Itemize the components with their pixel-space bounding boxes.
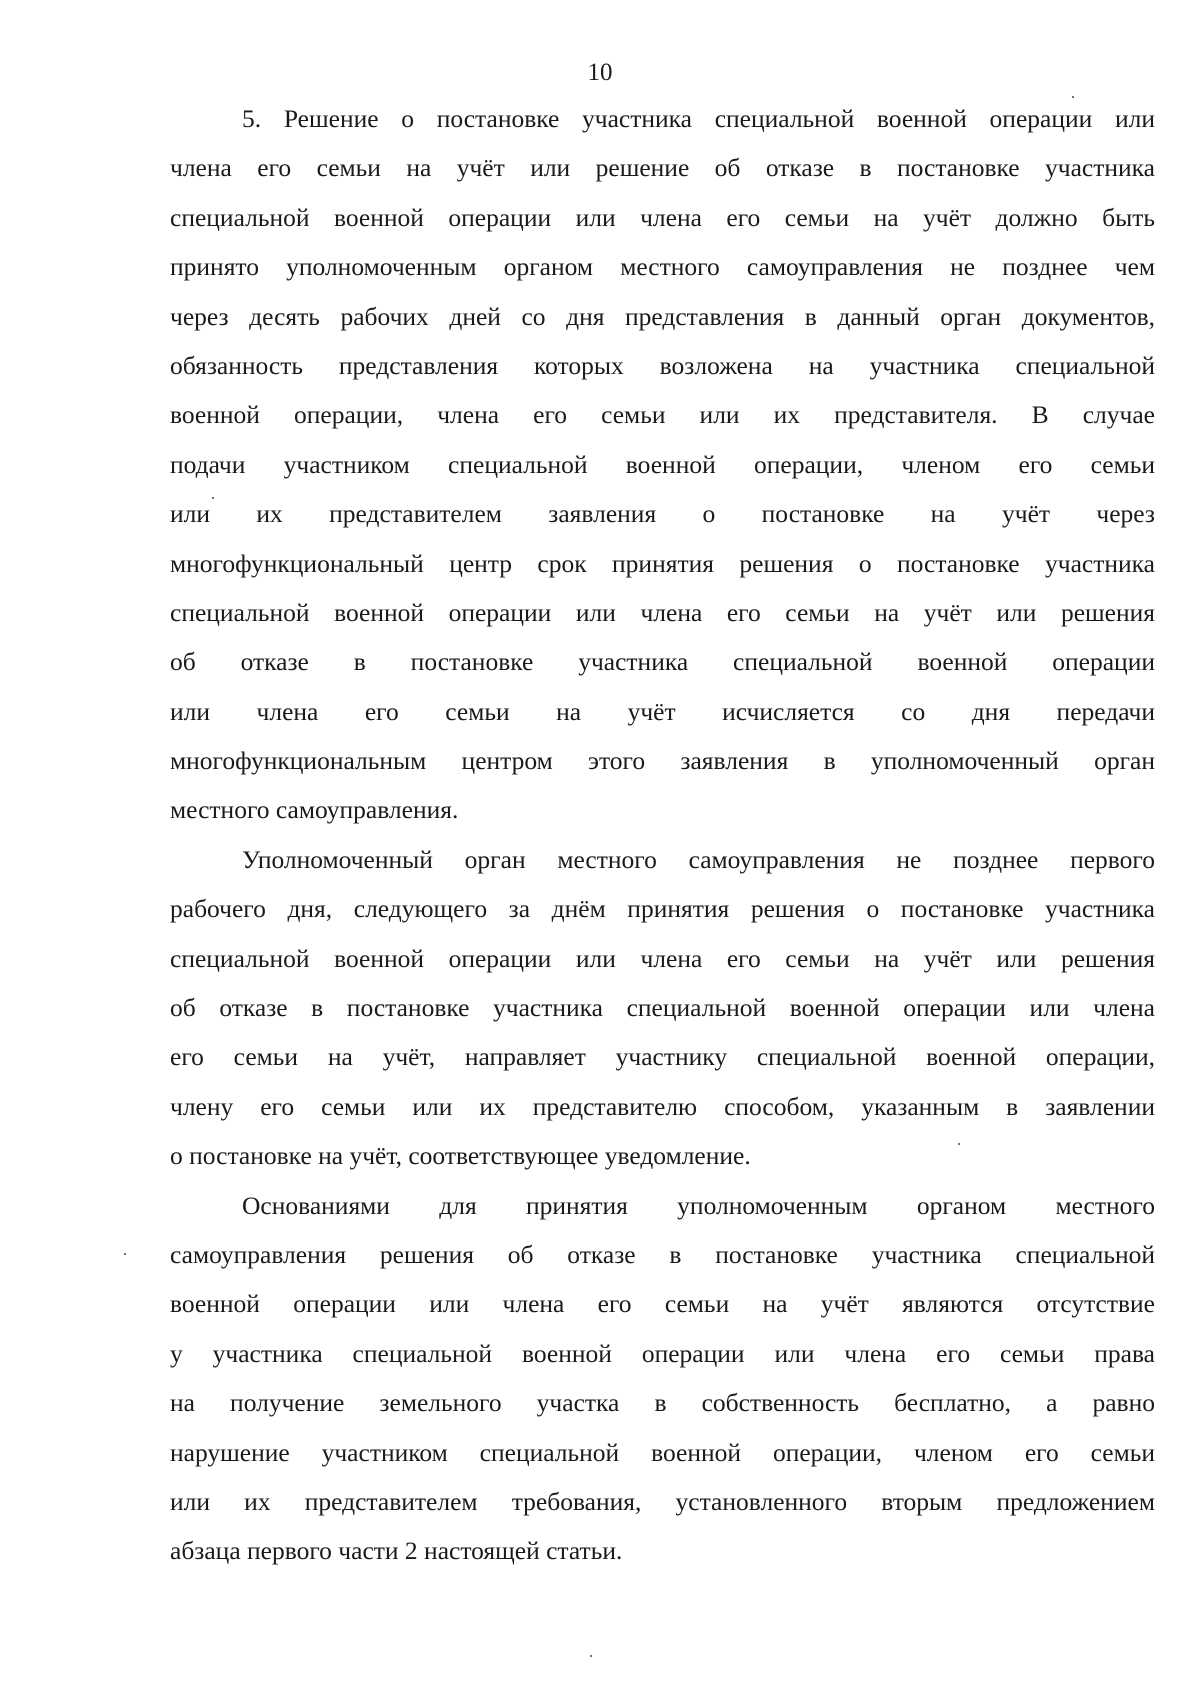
text-line: об отказе в постановке участника специальной военной операции [170,647,1155,677]
text-line: у участника специальной военной операции или члена его семьи права [170,1338,1155,1368]
text-line: принято уполномоченным органом местного самоуправления не позднее чем [170,252,1155,282]
scan-speck [590,1655,592,1657]
page-number: 10 [587,59,613,86]
text-line: специальной военной операции или члена его семьи на учёт или решения [170,943,1155,973]
text-line: члена его семьи на учёт или решение об отказе в постановке участника [170,153,1155,183]
text-line: или их представителем заявления о постановке на учёт через [170,499,1155,529]
scan-speck [124,1253,126,1255]
text-line: военной операции или члена его семьи на учёт являются отсутствие [170,1289,1155,1319]
text-line: на получение земельного участка в собственность бесплатно, а равно [170,1388,1155,1418]
text-line: Основаниями для принятия уполномоченным органом местного [242,1190,1155,1220]
document-body [170,94,1155,1576]
text-line: его семьи на учёт, направляет участнику специальной военной операции, [170,1042,1155,1072]
text-line: обязанность представления которых возложена на участника специальной [170,350,1155,380]
scan-speck [212,497,214,499]
text-line: многофункциональный центр срок принятия решения о постановке участника [170,548,1155,578]
text-line: об отказе в постановке участника специальной военной операции или члена [170,993,1155,1023]
text-line: подачи участником специальной военной операции, членом его семьи [170,449,1155,479]
scan-speck [1072,96,1074,98]
text-line: рабочего дня, следующего за днём принятия решения о постановке участника [170,894,1155,924]
paragraph-notification [170,835,1155,1181]
text-line: через десять рабочих дней со дня представления в данный орган документов, [170,301,1155,331]
text-line: военной операции, члена его семьи или их представителя. В случае [170,400,1155,430]
text-line: абзаца первого части 2 настоящей статьи. [170,1536,623,1566]
text-line: местного самоуправления. [170,795,459,825]
text-line: или члена его семьи на учёт исчисляется со дня передачи [170,696,1155,726]
text-line: многофункциональным центром этого заявления в уполномоченный орган [170,746,1155,776]
text-line: 5. Решение о постановке участника специальной военной операции или [242,104,1155,133]
text-line: члену его семьи или их представителю способом, указанным в заявлении [170,1091,1155,1121]
text-line: о постановке на учёт, соответствующее уведомление. [170,1141,751,1171]
text-line: самоуправления решения об отказе в постановке участника специальной [170,1239,1155,1269]
text-line: специальной военной операции или члена его семьи на учёт должно быть [170,202,1155,232]
paragraph-decision-deadline [170,94,1155,835]
text-line: Уполномоченный орган местного самоуправления не позднее первого [242,844,1155,874]
text-line: нарушение участником специальной военной операции, членом его семьи [170,1437,1155,1467]
scan-speck [958,1143,960,1145]
paragraph-refusal-grounds [170,1181,1155,1576]
text-line: специальной военной операции или члена его семьи на учёт или решения [170,597,1155,627]
text-line: или их представителем требования, установленного вторым предложением [170,1486,1155,1516]
